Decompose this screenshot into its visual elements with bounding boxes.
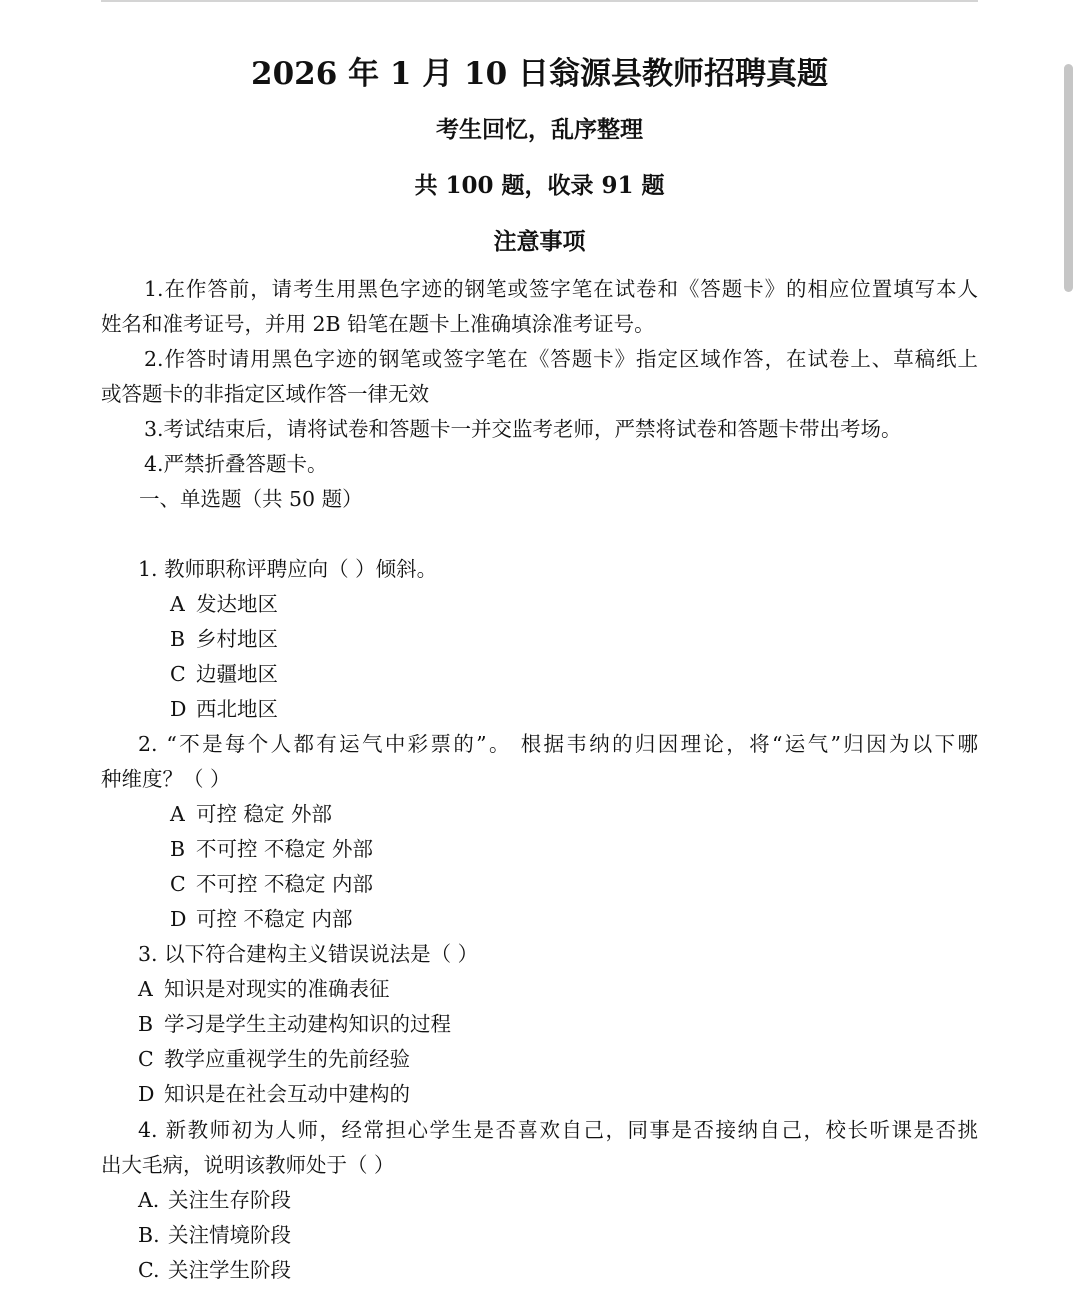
- question-2-option-b: B 不可控 不稳定 外部: [170, 837, 374, 861]
- notice-2-line-1: 2.作答时请用黑色字迹的钢笔或签字笔在《答题卡》指定区域作答，在试卷上、草稿纸上: [144, 347, 978, 371]
- question-4-stem-line-2: 出大毛病，说明该教师处于（ ）: [101, 1153, 395, 1177]
- question-2-option-a: A 可控 稳定 外部: [170, 802, 333, 826]
- question-3-option-c: C 教学应重视学生的先前经验: [138, 1047, 410, 1071]
- question-1-stem: 1. 教师职称评聘应向（ ）倾斜。: [138, 557, 438, 581]
- question-count: 共 100 题，收录 91 题: [414, 172, 665, 199]
- question-1-option-a: A 发达地区: [170, 592, 278, 616]
- question-1-option-b: B 乡村地区: [170, 627, 278, 651]
- subtitle: 考生回忆，乱序整理: [436, 116, 643, 143]
- question-3-option-d: D 知识是在社会互动中建构的: [138, 1082, 410, 1106]
- scrollbar-thumb[interactable]: [1064, 64, 1073, 292]
- notice-2-line-2: 或答题卡的非指定区域作答一律无效: [101, 382, 429, 406]
- notice-4: 4.严禁折叠答题卡。: [144, 452, 328, 476]
- question-2-stem-line-1: 2. “不是每个人都有运气中彩票的”。 根据韦纳的归因理论，将“运气”归因为以下哪: [138, 732, 978, 756]
- notice-1-line-1: 1.在作答前，请考生用黑色字迹的钢笔或签字笔在试卷和《答题卡》的相应位置填写本人: [144, 277, 978, 301]
- section-title: 一、单选题（共 50 题）: [139, 487, 363, 511]
- question-2-option-c: C 不可控 不稳定 内部: [170, 872, 374, 896]
- notice-heading: 注意事项: [493, 228, 586, 255]
- question-2-stem-line-2: 种维度？（ ）: [101, 767, 231, 791]
- question-3-option-b: B 学习是学生主动建构知识的过程: [138, 1012, 451, 1036]
- question-4-stem-line-1: 4. 新教师初为人师，经常担心学生是否喜欢自己，同事是否接纳自己，校长听课是否挑: [138, 1118, 978, 1142]
- question-1-option-c: C 边疆地区: [170, 662, 278, 686]
- question-3-stem: 3. 以下符合建构主义错误说法是（ ）: [138, 942, 479, 966]
- question-4-option-b: B. 关注情境阶段: [138, 1223, 291, 1247]
- question-2-option-d: D 可控 不稳定 内部: [170, 907, 353, 931]
- top-divider: [101, 0, 978, 2]
- question-4-option-a: A. 关注生存阶段: [138, 1188, 291, 1212]
- notice-3: 3.考试结束后，请将试卷和答题卡一并交监考老师，严禁将试卷和答题卡带出考场。: [144, 417, 902, 441]
- notice-1-line-2: 姓名和准考证号，并用 2B 铅笔在题卡上准确填涂准考证号。: [101, 312, 655, 336]
- question-1-option-d: D 西北地区: [170, 697, 278, 721]
- page-title: 2026 年 1 月 10 日翁源县教师招聘真题: [251, 56, 828, 92]
- question-4-option-c: C. 关注学生阶段: [138, 1258, 291, 1282]
- question-3-option-a: A 知识是对现实的准确表征: [138, 977, 390, 1001]
